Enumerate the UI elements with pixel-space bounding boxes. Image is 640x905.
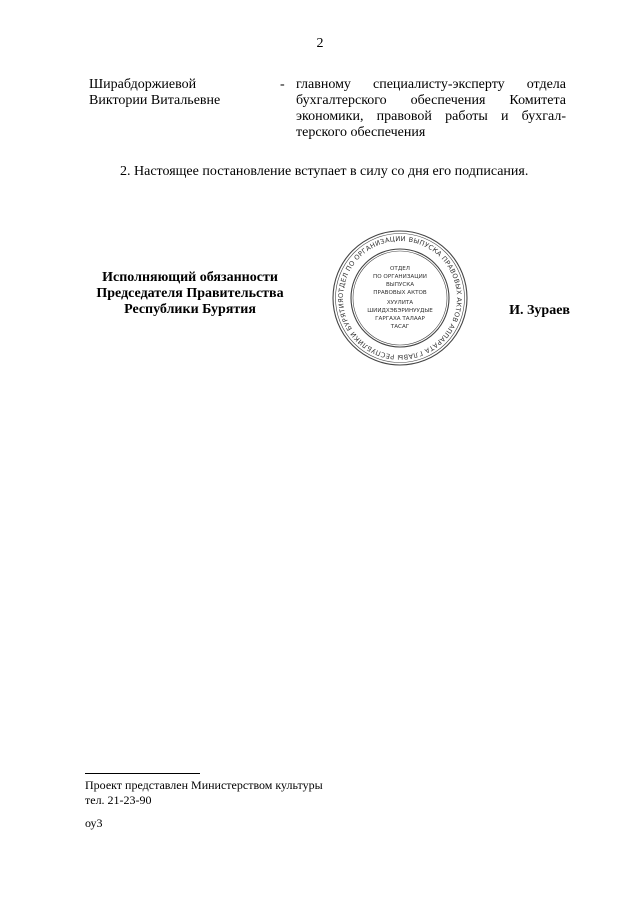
seal-inner-line: ХУУЛИТА [386, 300, 414, 306]
seal-inner-line: ПРАВОВЫХ АКТОВ [373, 290, 427, 296]
position-line: экономики, правовой работы и бухгал- [296, 109, 566, 124]
appointee-name [89, 77, 220, 109]
seal-inner-line: ОТДЕЛ [390, 266, 410, 272]
seal-inner-line: ВЫПУСКА [385, 282, 415, 288]
footnote-presented-by: Проект представлен Министерством культуры [85, 778, 323, 792]
seal-inner-line: ГАРГАХА ТАЛААР [375, 316, 425, 322]
footnote-code: оу3 [85, 816, 103, 830]
position-line: терского обеспечения [296, 125, 426, 140]
seal-inner-line: ШИИДХЭБЭРИНУУДЫЕ [367, 308, 433, 314]
page-number: 2 [316, 36, 324, 51]
official-seal [330, 228, 470, 368]
footnote-divider [85, 773, 200, 774]
signatory-title-line: Председателя Правительства [96, 286, 284, 301]
paragraph-2: 2. Настоящее постановление вступает в силу со дня его подписания. [120, 164, 529, 179]
position-line: бухгалтерского обеспечения Комитета [296, 93, 566, 108]
seal-inner-line: ТАСАГ [390, 324, 410, 330]
position-line: главному специалисту-эксперту отдела [296, 77, 566, 92]
seal-inner-line: ПО ОРГАНИЗАЦИИ [373, 274, 427, 280]
signatory-title-line: Исполняющий обязанности [102, 270, 278, 285]
signatory-title [80, 270, 300, 318]
appointee-name-line: Ширабдоржиевой [89, 77, 197, 92]
footnote-phone: тел. 21-23-90 [85, 793, 152, 807]
signatory-name: И. Зураев [509, 303, 570, 318]
appointment-dash: - [280, 77, 285, 92]
seal-stamp-icon [330, 228, 470, 368]
appointment-position [296, 77, 566, 141]
seal-outer-text: ОТДЕЛ ПО ОРГАНИЗАЦИИ ВЫПУСКА ПРАВОВЫХ АКТОВ АППАРАТА ГЛАВЫ РЕСПУБЛИКИ БУРЯТИЯ [336, 234, 464, 362]
appointee-name-line: Виктории Витальевне [89, 93, 221, 108]
signatory-title-line: Республики Бурятия [124, 302, 256, 317]
